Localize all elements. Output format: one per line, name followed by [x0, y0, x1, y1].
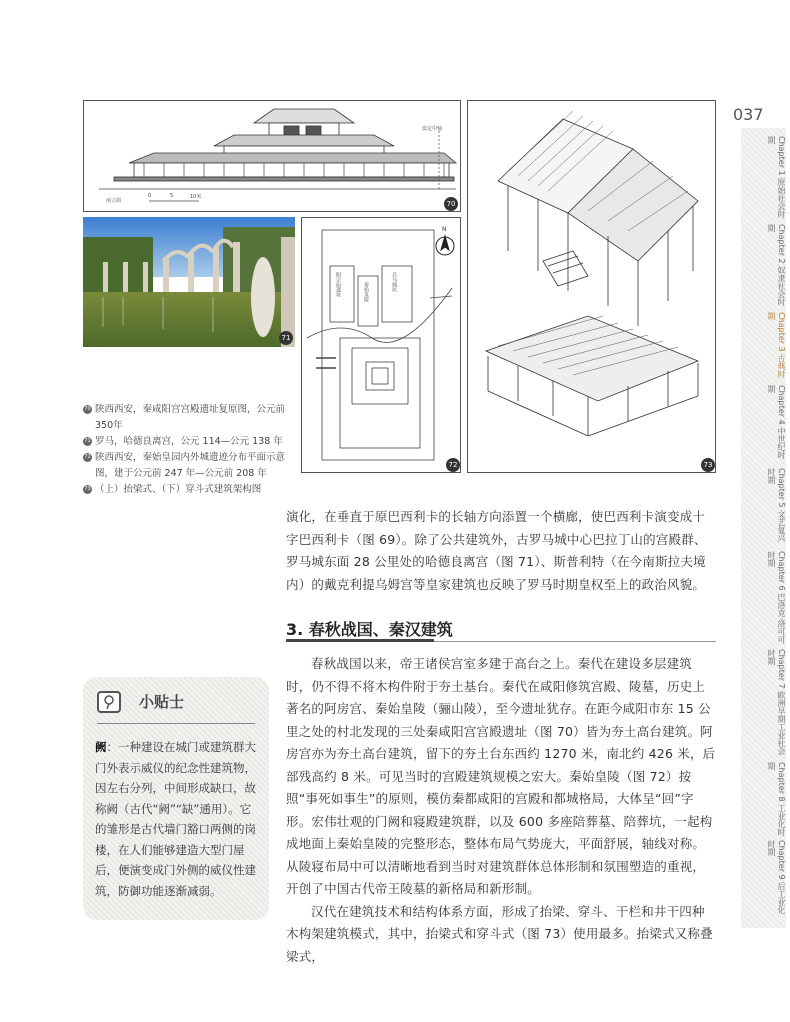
tip-body	[95, 737, 260, 901]
figure-captions	[83, 402, 293, 498]
chapter-nav-8[interactable]: Chapter 8 工业化时期	[767, 762, 786, 837]
figure-72-site-plan	[301, 217, 461, 473]
chapter-nav-1[interactable]: Chapter 1 原始社会时期	[767, 136, 786, 219]
paragraph-top-text: 演化，在垂直于原巴西利卡的长轴方向添置一个横廊，使巴西利卡演变成十字巴西利卡（图 69）。除了公共建筑外，古罗马城中心巴拉丁山的宫殿群、罗马城东面 28 公里处的哈德良离宫（图 71）、斯普利特（在今南斯拉夫境内）的戴克利提乌姆宫等皇家建筑也反映了罗马时期皇权至上的政治风貌。	[286, 509, 707, 592]
chapter-nav-4[interactable]: Chapter 4 中世纪时期	[767, 385, 786, 460]
fig73-number-badge: 73	[701, 458, 715, 472]
figure-70-elevation	[83, 100, 461, 212]
figure-73-structure-diagram	[467, 100, 716, 473]
caption-73	[83, 482, 293, 498]
caption-72-text: 陕西西安，秦始皇园内外城遗迹分布平面示意图，建于公元前 247 年—公元前 208 年	[95, 452, 286, 479]
fig70-south-label: 南立面	[106, 198, 122, 204]
fig72-number-badge: 72	[446, 458, 460, 472]
chapter-nav-7[interactable]: Chapter 7 欧洲早期工业社会时期	[767, 649, 786, 756]
fig70-scale-5: 5	[170, 193, 174, 199]
hadrian-villa-photo	[83, 217, 295, 347]
chapter-nav-5[interactable]: Chapter 5 文艺复兴时期	[767, 468, 786, 543]
fig70-number-badge: 70	[444, 197, 458, 211]
fig72-label-1: 阳宗庙遗址	[335, 272, 341, 297]
fig72-label-3: 兵马俑坑	[391, 272, 397, 292]
fig71-number-badge: 71	[279, 331, 293, 345]
caption-73-number: 73	[84, 486, 91, 492]
chapter-sidebar	[741, 128, 786, 928]
timber-frame-drawing	[468, 101, 715, 472]
chapter-nav-3[interactable]: Chapter 3 古典时期	[767, 312, 786, 379]
magnifier-icon	[97, 691, 121, 713]
section-title: 3. 春秋战国、秦汉建筑	[286, 620, 453, 639]
fig70-axis-label: 设定中轴	[422, 126, 443, 132]
caption-70	[83, 402, 293, 434]
caption-71-number: 71	[84, 438, 91, 444]
tip-box	[83, 677, 269, 920]
caption-70-text: 陕西西安，秦咸阳宫宫殿遗址复原图，公元前350年	[95, 404, 286, 431]
paragraph-2: 汉代在建筑技术和结构体系方面，形成了抬梁、穿斗、干栏和井干四种木构架建筑模式，其中，抬梁式和穿斗式（图 73）使用最多。抬梁式又称叠梁式，	[286, 903, 713, 964]
main-body	[286, 653, 716, 968]
tip-divider	[97, 723, 255, 724]
caption-70-number: 70	[84, 406, 91, 412]
fig70-scale-10: 10米	[190, 194, 202, 200]
figure-71-photo	[83, 217, 295, 347]
fig70-scale-0: 0	[148, 193, 152, 199]
palace-elevation-drawing	[84, 101, 460, 211]
mausoleum-plan-drawing	[302, 218, 460, 472]
page-number: 037	[733, 105, 764, 124]
fig72-north-label: N	[442, 226, 447, 233]
tip-header	[83, 677, 269, 729]
tip-title: 小贴士	[139, 693, 185, 711]
chapter-nav-9[interactable]: Chapter 9 后工业化时期	[767, 840, 786, 915]
fig72-label-2: 秦始皇陵	[363, 282, 369, 302]
chapter-nav-6[interactable]: Chapter 6 巴洛克·洛可可时期	[767, 551, 786, 644]
caption-72-number: 72	[84, 454, 91, 460]
paragraph-1: 春秋战国以来，帝王诸侯宫室多建于高台之上。秦代在建设多层建筑时，仍不得不将木构件附于夯土基台。秦代在咸阳修筑宫殿、陵墓，历史上著名的阿房宫、秦始皇陵（骊山陵），至今遗址犹存。在距今咸阳市东 15 公里之处的村北发现的三处秦咸阳宫宫殿遗址（图 70）皆为夯土高台建筑。阿房宫亦为夯土高台建筑，留下的夯土台东西约 1270 米，南北约 426 米，后部残高约 8 米。可见当时的宫殿建筑规模之宏大。秦始皇陵（图 72）按照“事死如事生”的原则，模仿秦都咸阳的宫殿和都城格局，大体呈“回”字形。宏伟壮观的门阙和寝殿建筑群，以及 600 多座陪葬墓、陪葬坑，一起构成地面上秦始皇陵的完整形态，整体布局气势庞大，平面舒展，轴线对称。从陵寝布局中可以清晰地看到当时对建筑群体总体形制和氛围塑造的重视，开创了中国古代帝王陵墓的新格局和新形制。	[286, 656, 716, 896]
caption-71	[83, 434, 293, 450]
paragraph-top	[286, 506, 716, 596]
tip-definition: ：一种建设在城门或建筑群大门外表示威仪的纪念性建筑物，因左右分列，中间形成缺口，故称阙（古代“阙”“缺”通用）。它的雏形是古代墙门豁口两侧的岗楼，在人们能够建造大型门屋后，便演变成门外侧的威仪性建筑，防御功能逐渐减弱。	[95, 740, 256, 898]
caption-72	[83, 450, 293, 482]
section-divider-accent	[286, 639, 434, 642]
caption-73-text: （上）抬梁式、（下）穿斗式建筑架构图	[95, 484, 262, 495]
tip-term: 阙	[95, 740, 107, 754]
caption-71-text: 罗马，哈德良离宫，公元 114—公元 138 年	[95, 436, 283, 447]
chapter-nav-2[interactable]: Chapter 2 奴隶社会时期	[767, 224, 786, 307]
